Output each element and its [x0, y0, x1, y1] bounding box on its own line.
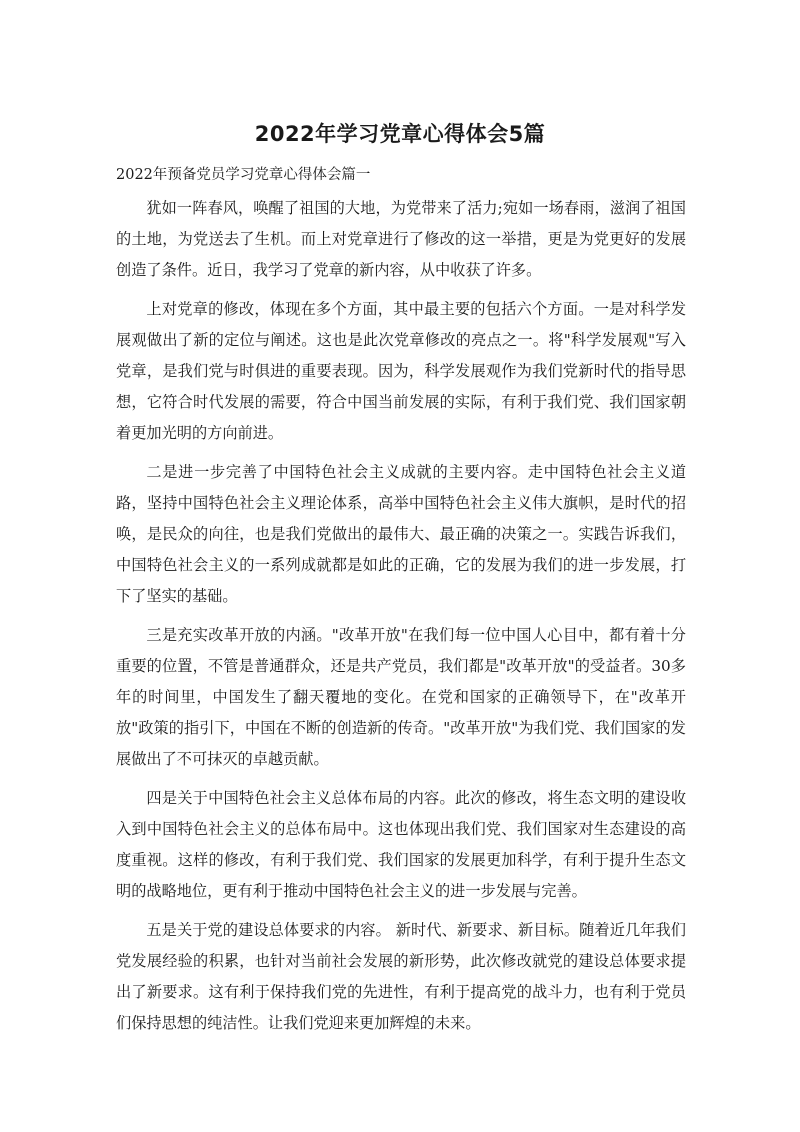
- paragraph-5: 四是关于中国特色社会主义总体布局的内容。此次的修改，将生态文明的建设收入到中国特色社会主义的总体布局中。这也体现出我们党、我们国家对生态建设的高度重视。这样的修改，有利于我们党、我们国家的发展更加科学，有利于提升生态文明的战略地位，更有利于推动中国特色社会主义的进一步发展与完善。: [116, 789, 686, 900]
- paragraph-4: 三是充实改革开放的内涵。"改革开放"在我们每一位中国人心目中，都有着十分重要的位置，不管是普通群众，还是共产党员，我们都是"改革开放"的受益者。30多年的时间里，中国发生了翻天覆地的变化。在党和国家的正确领导下，在"改革开放"政策的指引下，中国在不断的创造新的传奇。"改革开放"为我们党、我们国家的发展做出了不可抹灭的卓越贡献。: [116, 626, 686, 768]
- paragraph-6: 五是关于党的建设总体要求的内容。 新时代、新要求、新目标。随着近几年我们党发展经验的积累，也针对当前社会发展的新形势，此次修改就党的建设总体要求提出了新要求。这有利于保持我们党的先进性，有利于提高党的战斗力，也有利于党员们保持思想的纯洁性。让我们党迎来更加辉煌的未来。: [116, 921, 686, 1032]
- document-title: 2022年学习党章心得体会5篇: [254, 122, 546, 146]
- section-heading: 2022年预备党员学习党章心得体会篇一: [116, 167, 371, 183]
- document-body: [116, 193, 686, 1047]
- paragraph-3: 二是进一步完善了中国特色社会主义成就的主要内容。走中国特色社会主义道路，坚持中国特色社会主义理论体系，高举中国特色社会主义伟大旗帜，是时代的招唤，是民众的向往，也是我们党做出的最伟大、最正确的决策之一。实践告诉我们，中国特色社会主义的一系列成就都是如此的正确，它的发展为我们的进一步发展，打下了坚实的基础。: [116, 463, 686, 605]
- paragraph-1: 犹如一阵春风，唤醒了祖国的大地，为党带来了活力;宛如一场春雨，滋润了祖国的土地，为党送去了生机。而上对党章进行了修改的这一举措，更是为党更好的发展创造了条件。近日，我学习了党章的新内容，从中收获了许多。: [116, 199, 686, 279]
- paragraph-2: 上对党章的修改，体现在多个方面，其中最主要的包括六个方面。一是对科学发展观做出了新的定位与阐述。这也是此次党章修改的亮点之一。将"科学发展观"写入党章，是我们党与时俱进的重要表现。因为，科学发展观作为我们党新时代的指导思想，它符合时代发展的需要，符合中国当前发展的实际，有利于我们党、我们国家朝着更加光明的方向前进。: [116, 300, 686, 442]
